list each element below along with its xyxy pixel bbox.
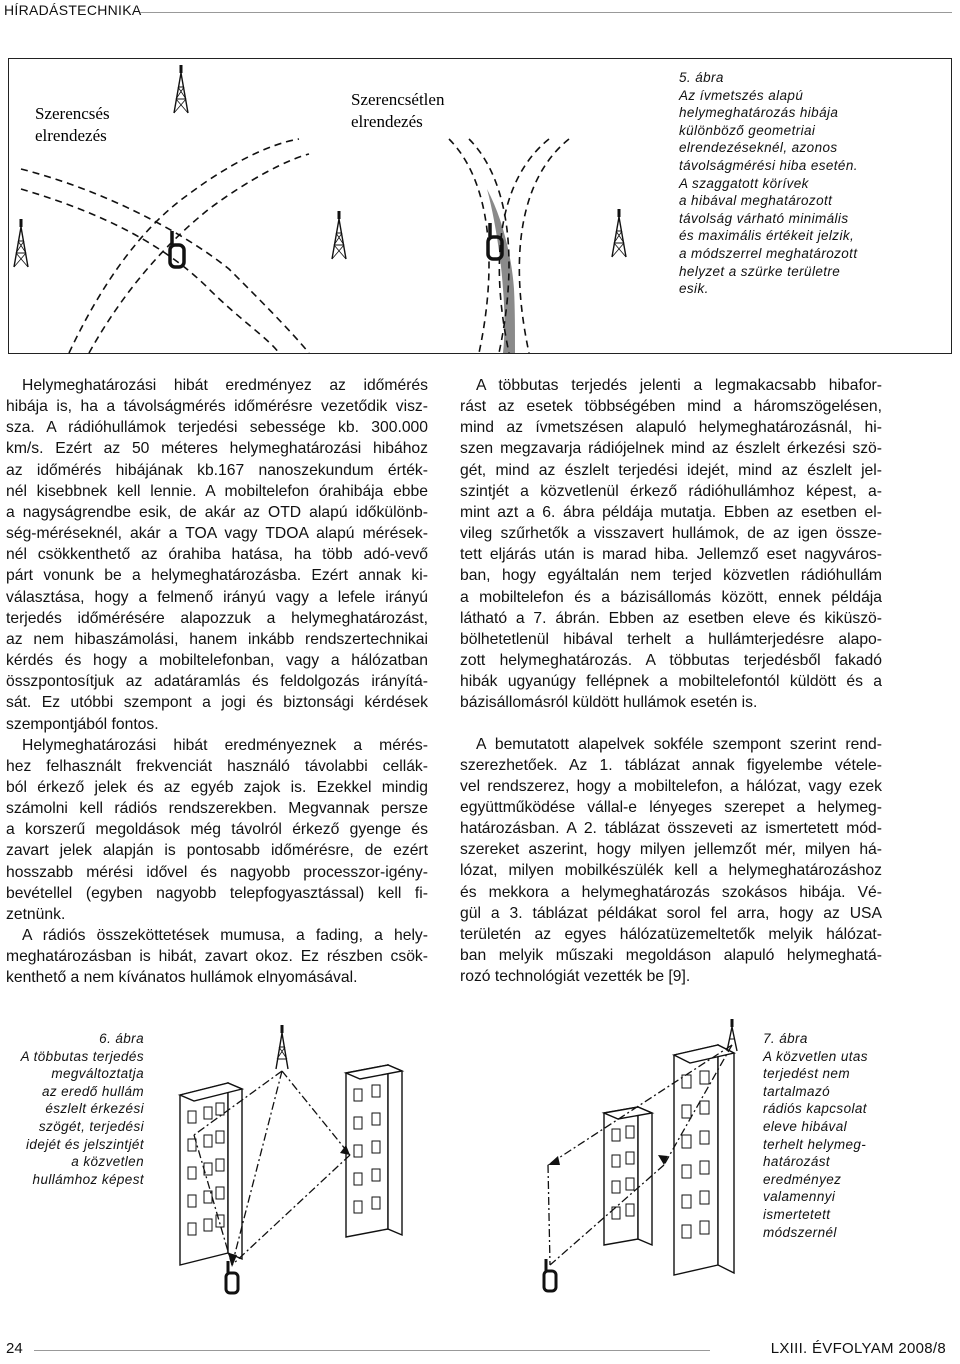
text-line: ból érkező jelek és az egyéb zajok is. Ezekkel mindig xyxy=(6,778,428,796)
figure-7-caption xyxy=(763,1030,868,1241)
caption-line: eredményez xyxy=(763,1171,842,1187)
text-line: rást az esetek többségében mind a háromszögelésen, xyxy=(460,398,882,416)
text-line: Helymeghatározási hibát eredményeznek a mérés- xyxy=(22,736,428,754)
text-line: gét, mind az észlelt terjedési idejét, mind az észlelt jel- xyxy=(460,461,882,479)
caption-line: A közvetlen utas xyxy=(763,1048,868,1064)
footer-rule xyxy=(34,1350,710,1351)
caption-line: hullámhoz képest xyxy=(32,1171,144,1187)
caption-line: szögét, terjedési xyxy=(38,1118,144,1134)
text-line: meghatározásban is hibát, zavart okoz. Ez részben csök- xyxy=(6,948,428,966)
caption-line: A szaggatott körívek xyxy=(679,175,809,191)
caption-line: módszernél xyxy=(763,1224,837,1240)
lucky-label-1: Szerencsés xyxy=(35,104,110,123)
unlucky-label-1: Szerencsétlen xyxy=(351,90,445,109)
caption-line: és maximális értékeit jelzik, xyxy=(679,228,855,244)
figure-6-drawing xyxy=(150,1015,480,1305)
text-line: zetnünk. xyxy=(6,905,66,923)
text-line: bázisállomásról küldött hullámok esetén is. xyxy=(460,694,758,712)
text-line: az időmérés hibájának kb.167 nanoszekundum érték- xyxy=(6,461,428,479)
header-rule xyxy=(140,12,952,13)
lucky-arrangement xyxy=(14,65,309,353)
page-header xyxy=(0,0,960,26)
text-line: számolni kell rádiós rendszerekben. Megvannak persze xyxy=(6,800,428,818)
text-line: nél kisebbnek kell lennie. A mobiltelefon órahibája ebbe xyxy=(6,482,428,500)
text-line: hibája is, ha a távolságmérés időmérésre vezetődik visz- xyxy=(6,398,428,416)
text-line: sát. Ez utóbbi szempont a jogi és biztonsági kérdések xyxy=(6,694,428,712)
text-line: ban, hogy egyáltalán nem terjed közvetlen rádióhullám xyxy=(460,567,882,585)
text-line: zavart jelek alapján is pontosabb időmérésre, de ezért xyxy=(6,842,428,860)
error-region xyxy=(487,189,515,353)
text-line: párt vonunk be a helymeghatározásba. Ezért annak ki- xyxy=(6,567,428,585)
text-line: szempontjából fontos. xyxy=(6,715,159,733)
text-line: szerezhetőek. Az 1. táblázat annak figyelembe vétele- xyxy=(460,756,882,774)
text-line: határozásban. A 2. táblázat összeveti az ismertetett mód- xyxy=(460,820,882,838)
tower-icon xyxy=(174,65,188,113)
text-line: gül a 3. táblázat példákat sorol fel arra, hogy az USA xyxy=(460,904,882,922)
caption-line: eleve hibával xyxy=(763,1118,848,1134)
text-line: hibák ugyanúgy fellépnek a mobiltelefontól küldött és a xyxy=(460,673,882,691)
caption-line: távolságmérési hiba esetén. xyxy=(679,157,858,173)
caption-line: megváltoztatja xyxy=(51,1066,144,1082)
text-line: szen megzavarja rádiójelnek mind az észlelt érkezési szö- xyxy=(460,440,882,458)
text-line: A rádiós összeköttetések mumusa, a fading, a hely- xyxy=(22,927,428,945)
text-line: hosszabb mérési idővel és nagyobb processzor-igény- xyxy=(6,863,428,881)
text-line: szereket aszerint, hogy milyen jellemzőt mér, milyen há- xyxy=(460,841,882,859)
volume-label: LXIII. ÉVFOLYAM 2008/8 xyxy=(770,1340,946,1357)
caption-line: ismertetett xyxy=(763,1206,831,1222)
text-line: terjedés időmérésére alapozzuk a helymeghatározást, xyxy=(6,609,428,627)
caption-line: elrendezéseknél, azonos xyxy=(679,140,838,156)
text-line: együttműködése vállal-e lényeges szerepet a helymeg- xyxy=(460,798,882,816)
figure-5 xyxy=(8,58,952,354)
text-line: km/s. Ezért az 50 méteres helymeghatározási hibához xyxy=(6,440,428,458)
lucky-label-2: elrendezés xyxy=(35,126,107,145)
caption-line: a közvetlen xyxy=(71,1154,144,1170)
caption-line: távolság várható minimális xyxy=(679,210,849,226)
text-line: bölhetetlenül hibával terhelt a hullámterjedésre alapo- xyxy=(460,630,882,648)
text-line: látható a 7. ábrán. Ebben az esetben eleve és kiküszö- xyxy=(460,609,882,627)
paragraph-gap xyxy=(460,714,882,734)
caption-line: Az ívmetszés alapú xyxy=(679,87,804,103)
text-line: mind az ívmetszésen alapuló helymeghatározásnál, hi- xyxy=(460,419,882,437)
unlucky-arrangement xyxy=(332,90,626,353)
caption-line: idejét és jelszintjét xyxy=(26,1136,144,1152)
tower-icon xyxy=(332,211,346,259)
caption-line: valamennyi xyxy=(763,1189,836,1205)
text-line: vileg szűrhetők a visszavert hullámok, de az igen össze- xyxy=(460,525,882,543)
caption-line: észlelt érkezési xyxy=(45,1101,144,1117)
caption-line: a módszerrel meghatározott xyxy=(679,245,858,261)
figure-7-drawing xyxy=(518,1015,758,1295)
caption-line: 5. ábra xyxy=(679,70,724,85)
text-line: A bemutatott alapelvek sokféle szempont szerint rend- xyxy=(476,735,882,753)
text-line: az nem hibaszámolási, hanem inkább rendszertechnikai xyxy=(6,630,428,648)
arrow-heads xyxy=(228,1145,350,1267)
text-line: kenthető a nem kívánatos hullámok elnyomásával. xyxy=(6,969,358,987)
text-line: szintjét a közvetlenül érkező rádióhullámhoz képest, a- xyxy=(460,482,882,500)
caption-line: rádiós kapcsolat xyxy=(763,1101,867,1117)
text-line: a nagyságrendbe esik, de akár az OTD alapú időkülönb- xyxy=(6,503,428,521)
text-line: ban melyik műszaki megoldáson alapuló helymeghatá- xyxy=(460,947,882,965)
text-line: zott helymeghatározás. A többutas terjedésből fakadó xyxy=(460,652,882,670)
right-text-column xyxy=(460,375,882,987)
caption-line: különböző geometriai xyxy=(679,122,816,138)
text-line: területén az egyes hálózatüzemeltetők melyik hálózat- xyxy=(460,925,882,943)
text-line: A többutas terjedés jelenti a legmakacsabb hibafor- xyxy=(476,377,882,394)
caption-line: 7. ábra xyxy=(763,1031,808,1046)
text-line: kérdés és hogy a mobiltelefonban, vagy a hálózatban xyxy=(6,652,428,670)
text-line: mint azt a 6. ábra példája mutatja. Ebben az esetben el- xyxy=(460,503,882,521)
caption-line: az eredő hullám xyxy=(41,1083,144,1099)
caption-line: esik. xyxy=(679,281,709,297)
text-line: rozó technológiát vezették be [9]. xyxy=(460,968,691,986)
text-line: összpontosítjuk az adatáramlás és feldolgozás irányítá- xyxy=(6,673,428,691)
text-line: ség-méréseknél, akár a TOA vagy TDOA alapú mérések- xyxy=(6,525,428,543)
figure-5-caption xyxy=(679,69,858,298)
text-line: sza. A rádióhullámok terjedési sebessége kb. 300.000 xyxy=(6,419,428,437)
text-line: és mekkora a helymeghatározás szokásos hibája. Vé- xyxy=(460,883,882,901)
caption-line: helymeghatározás hibája xyxy=(679,105,839,121)
tower-icon xyxy=(612,209,626,257)
tower-icon xyxy=(276,1025,288,1069)
text-line: lózat, milyen mobilkészülék kell a helymeghatározáshoz xyxy=(460,862,882,880)
caption-line: határozást xyxy=(763,1154,831,1170)
text-line: tett eljárás után is marad hiba. Jellemző eset nagyváros- xyxy=(460,546,882,564)
text-line: nél csökkenthető az órahiba hatása, ha több adó-vevő xyxy=(6,546,428,564)
journal-title: HÍRADÁSTECHNIKA xyxy=(4,2,142,18)
caption-line: helyzet a szürke területre xyxy=(679,263,841,279)
figure-6-caption xyxy=(8,1030,144,1188)
text-line: választása, hogy a felmenő irányú vagy a lefele irányú xyxy=(6,588,428,606)
caption-line: 6. ábra xyxy=(99,1031,144,1046)
text-line: Helymeghatározási hibát eredményez az időmérés xyxy=(22,377,428,394)
left-text-column xyxy=(6,375,428,989)
text-line: a korszerű megoldások még távolról érkező gyenge és xyxy=(6,821,428,839)
text-line: hez felhasznált frekvenciát használó távolabbi cellák- xyxy=(6,757,428,775)
text-line: vel rendszerez, hogy a mobiltelefon, a hálózat, vagy ezek xyxy=(460,777,882,795)
text-line: a mobiltelefon és a bázisállomás között, ennek példája xyxy=(460,588,882,606)
caption-line: terhelt helymeg- xyxy=(763,1136,867,1152)
caption-line: a hibával meghatározott xyxy=(679,193,833,209)
caption-line: terjedést nem xyxy=(763,1066,850,1082)
page-footer xyxy=(0,1340,960,1364)
text-line: bevétellel (egyben nagyobb telepfogyasztással) kell fi- xyxy=(6,884,428,902)
page-number: 24 xyxy=(6,1340,23,1357)
tower-icon xyxy=(14,219,28,267)
caption-line: A többutas terjedés xyxy=(20,1048,144,1064)
unlucky-label-2: elrendezés xyxy=(351,112,423,131)
caption-line: tartalmazó xyxy=(763,1083,831,1099)
